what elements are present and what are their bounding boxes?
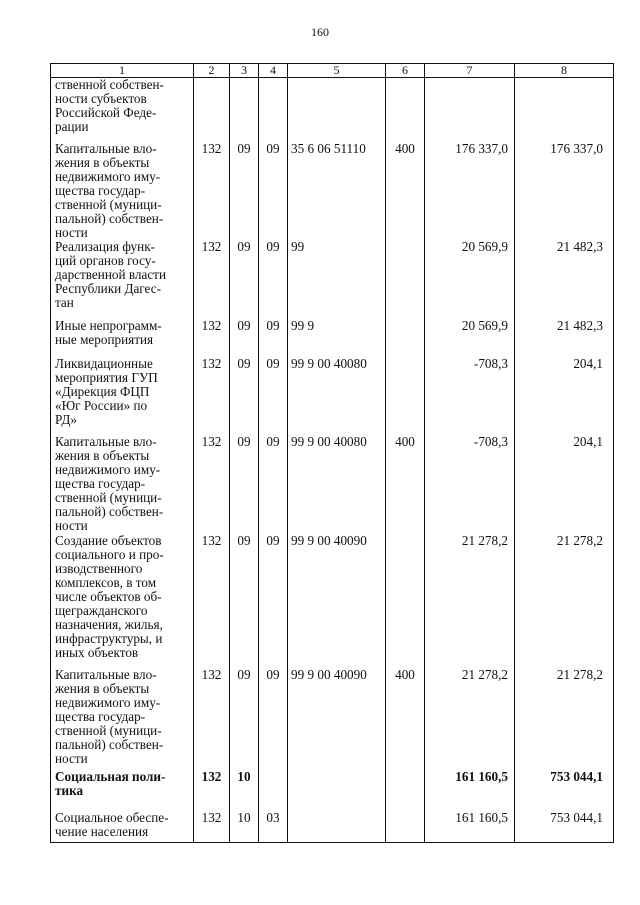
page-number: 160 bbox=[311, 25, 329, 39]
row-name-line: Реализация функ- bbox=[55, 238, 155, 254]
expense-type-cell: 400 bbox=[386, 435, 425, 534]
row-name-line: недвижимого иму- bbox=[55, 694, 161, 710]
section-code-cell: 09 bbox=[230, 357, 259, 435]
amount-cell bbox=[515, 78, 614, 142]
row-name-line: РД» bbox=[55, 411, 77, 427]
row-name-line: жения в объекты bbox=[55, 154, 150, 170]
row-name-cell bbox=[51, 534, 194, 668]
row-name-cell bbox=[51, 668, 194, 770]
column-header: 7 bbox=[425, 64, 515, 78]
target-item-cell: 99 9 00 40080 bbox=[288, 435, 386, 534]
expense-type-cell bbox=[386, 534, 425, 668]
target-item-cell: 99 9 00 40080 bbox=[288, 357, 386, 435]
row-name-line: числе объектов об- bbox=[55, 588, 162, 604]
row-name-line: тан bbox=[55, 294, 74, 310]
amount-cell: 21 278,2 bbox=[425, 668, 515, 770]
row-name-line: пальной) собствен- bbox=[55, 503, 164, 519]
subsection-code-cell bbox=[259, 78, 288, 142]
target-item-cell bbox=[288, 78, 386, 142]
table-row bbox=[51, 668, 614, 770]
table-row bbox=[51, 240, 614, 319]
row-name-line: ности bbox=[55, 224, 88, 240]
section-code-cell: 10 bbox=[230, 811, 259, 843]
expense-type-cell bbox=[386, 319, 425, 357]
section-code-cell bbox=[230, 78, 259, 142]
admin-code-cell: 132 bbox=[194, 142, 230, 240]
amount-cell: 753 044,1 bbox=[515, 811, 614, 843]
amount-cell: 20 569,9 bbox=[425, 240, 515, 319]
subsection-code-cell: 09 bbox=[259, 534, 288, 668]
column-header: 3 bbox=[230, 64, 259, 78]
table-row bbox=[51, 78, 614, 142]
row-name-line: пальной) собствен- bbox=[55, 736, 164, 752]
row-name-line: мероприятия ГУП bbox=[55, 369, 158, 385]
amount-cell: 176 337,0 bbox=[515, 142, 614, 240]
admin-code-cell bbox=[194, 78, 230, 142]
amount-cell: 753 044,1 bbox=[515, 770, 614, 811]
expense-type-cell bbox=[386, 78, 425, 142]
section-code-cell: 09 bbox=[230, 668, 259, 770]
column-header: 4 bbox=[259, 64, 288, 78]
row-name-line: недвижимого иму- bbox=[55, 461, 161, 477]
row-name-cell bbox=[51, 319, 194, 357]
expense-type-cell: 400 bbox=[386, 668, 425, 770]
table-row bbox=[51, 357, 614, 435]
table-row bbox=[51, 534, 614, 668]
subsection-code-cell: 09 bbox=[259, 435, 288, 534]
subsection-code-cell: 09 bbox=[259, 357, 288, 435]
admin-code-cell: 132 bbox=[194, 668, 230, 770]
column-header: 1 bbox=[51, 64, 194, 78]
amount-cell: 21 278,2 bbox=[515, 534, 614, 668]
admin-code-cell: 132 bbox=[194, 811, 230, 843]
row-name-line: ные мероприятия bbox=[55, 331, 154, 347]
row-name-line: иных объектов bbox=[55, 644, 139, 660]
row-name-line: чение населения bbox=[55, 823, 149, 839]
section-code-cell: 10 bbox=[230, 770, 259, 811]
amount-cell bbox=[425, 78, 515, 142]
admin-code-cell: 132 bbox=[194, 770, 230, 811]
row-name-line: ций органов госу- bbox=[55, 252, 156, 268]
budget-table bbox=[50, 63, 614, 843]
section-code-cell: 09 bbox=[230, 534, 259, 668]
amount-cell: 204,1 bbox=[515, 435, 614, 534]
row-name-cell bbox=[51, 240, 194, 319]
row-name-line: изводственного bbox=[55, 560, 143, 576]
column-header: 8 bbox=[515, 64, 614, 78]
row-name-cell bbox=[51, 811, 194, 843]
amount-cell: -708,3 bbox=[425, 435, 515, 534]
row-name-line: Социальное обеспе- bbox=[55, 809, 169, 825]
amount-cell: 21 482,3 bbox=[515, 319, 614, 357]
admin-code-cell: 132 bbox=[194, 319, 230, 357]
row-name-line: Республики Дагес- bbox=[55, 280, 161, 296]
row-name-line: ственной собствен- bbox=[55, 77, 164, 92]
row-name-cell bbox=[51, 142, 194, 240]
column-header: 2 bbox=[194, 64, 230, 78]
row-name-line: Социальная поли- bbox=[55, 768, 166, 784]
row-name-line: комплексов, в том bbox=[55, 574, 157, 590]
admin-code-cell: 132 bbox=[194, 534, 230, 668]
subsection-code-cell: 09 bbox=[259, 240, 288, 319]
section-code-cell: 09 bbox=[230, 435, 259, 534]
target-item-cell: 99 9 bbox=[288, 319, 386, 357]
amount-cell: -708,3 bbox=[425, 357, 515, 435]
table-row bbox=[51, 811, 614, 843]
row-name-line: ственной (муници- bbox=[55, 196, 162, 212]
amount-cell: 161 160,5 bbox=[425, 770, 515, 811]
row-name-line: ности субъектов bbox=[55, 91, 147, 106]
table-row bbox=[51, 770, 614, 811]
amount-cell: 21 482,3 bbox=[515, 240, 614, 319]
row-name-line: Капитальные вло- bbox=[55, 140, 157, 156]
expense-type-cell: 400 bbox=[386, 142, 425, 240]
row-name-cell bbox=[51, 78, 194, 142]
row-name-line: «Юг России» по bbox=[55, 397, 148, 413]
row-name-line: пальной) собствен- bbox=[55, 210, 164, 226]
target-item-cell: 35 6 06 51110 bbox=[288, 142, 386, 240]
amount-cell: 204,1 bbox=[515, 357, 614, 435]
row-name-line: щества государ- bbox=[55, 475, 146, 491]
admin-code-cell: 132 bbox=[194, 240, 230, 319]
row-name-line: ности bbox=[55, 517, 88, 533]
admin-code-cell: 132 bbox=[194, 357, 230, 435]
row-name-line: жения в объекты bbox=[55, 680, 150, 696]
table-body bbox=[51, 78, 614, 843]
row-name-line: ности bbox=[55, 750, 88, 766]
section-code-cell: 09 bbox=[230, 319, 259, 357]
table-row bbox=[51, 435, 614, 534]
target-item-cell: 99 bbox=[288, 240, 386, 319]
row-name-cell bbox=[51, 357, 194, 435]
section-code-cell: 09 bbox=[230, 142, 259, 240]
table-row bbox=[51, 142, 614, 240]
row-name-line: инфраструктуры, и bbox=[55, 630, 163, 646]
amount-cell: 21 278,2 bbox=[515, 668, 614, 770]
section-code-cell: 09 bbox=[230, 240, 259, 319]
row-name-line: тика bbox=[55, 782, 84, 798]
target-item-cell bbox=[288, 811, 386, 843]
row-name-line: Иные непрограмм- bbox=[55, 317, 162, 333]
row-name-line: дарственной власти bbox=[55, 266, 166, 282]
row-name-line: жения в объекты bbox=[55, 447, 150, 463]
column-header: 6 bbox=[386, 64, 425, 78]
subsection-code-cell bbox=[259, 770, 288, 811]
amount-cell: 21 278,2 bbox=[425, 534, 515, 668]
column-header: 5 bbox=[288, 64, 386, 78]
target-item-cell bbox=[288, 770, 386, 811]
subsection-code-cell: 03 bbox=[259, 811, 288, 843]
row-name-line: Российской Феде- bbox=[55, 105, 157, 120]
expense-type-cell bbox=[386, 811, 425, 843]
row-name-line: недвижимого иму- bbox=[55, 168, 161, 184]
row-name-line: щества государ- bbox=[55, 182, 146, 198]
target-item-cell: 99 9 00 40090 bbox=[288, 534, 386, 668]
admin-code-cell: 132 bbox=[194, 435, 230, 534]
amount-cell: 176 337,0 bbox=[425, 142, 515, 240]
amount-cell: 161 160,5 bbox=[425, 811, 515, 843]
row-name-line: Капитальные вло- bbox=[55, 433, 157, 449]
row-name-line: ственной (муници- bbox=[55, 722, 162, 738]
row-name-line: назначения, жилья, bbox=[55, 616, 163, 632]
row-name-line: ственной (муници- bbox=[55, 489, 162, 505]
row-name-line: Ликвидационные bbox=[55, 355, 153, 371]
row-name-line: социального и про- bbox=[55, 546, 164, 562]
row-name-cell bbox=[51, 770, 194, 811]
amount-cell: 20 569,9 bbox=[425, 319, 515, 357]
expense-type-cell bbox=[386, 770, 425, 811]
row-name-cell bbox=[51, 435, 194, 534]
expense-type-cell bbox=[386, 240, 425, 319]
row-name-line: щегражданского bbox=[55, 602, 148, 618]
target-item-cell: 99 9 00 40090 bbox=[288, 668, 386, 770]
table-row bbox=[51, 319, 614, 357]
row-name-line: Капитальные вло- bbox=[55, 666, 157, 682]
subsection-code-cell: 09 bbox=[259, 668, 288, 770]
row-name-line: Создание объектов bbox=[55, 532, 162, 548]
subsection-code-cell: 09 bbox=[259, 319, 288, 357]
subsection-code-cell: 09 bbox=[259, 142, 288, 240]
row-name-line: рации bbox=[55, 119, 89, 134]
column-number-header-row bbox=[51, 64, 614, 78]
row-name-line: щества государ- bbox=[55, 708, 146, 724]
row-name-line: «Дирекция ФЦП bbox=[55, 383, 150, 399]
expense-type-cell bbox=[386, 357, 425, 435]
